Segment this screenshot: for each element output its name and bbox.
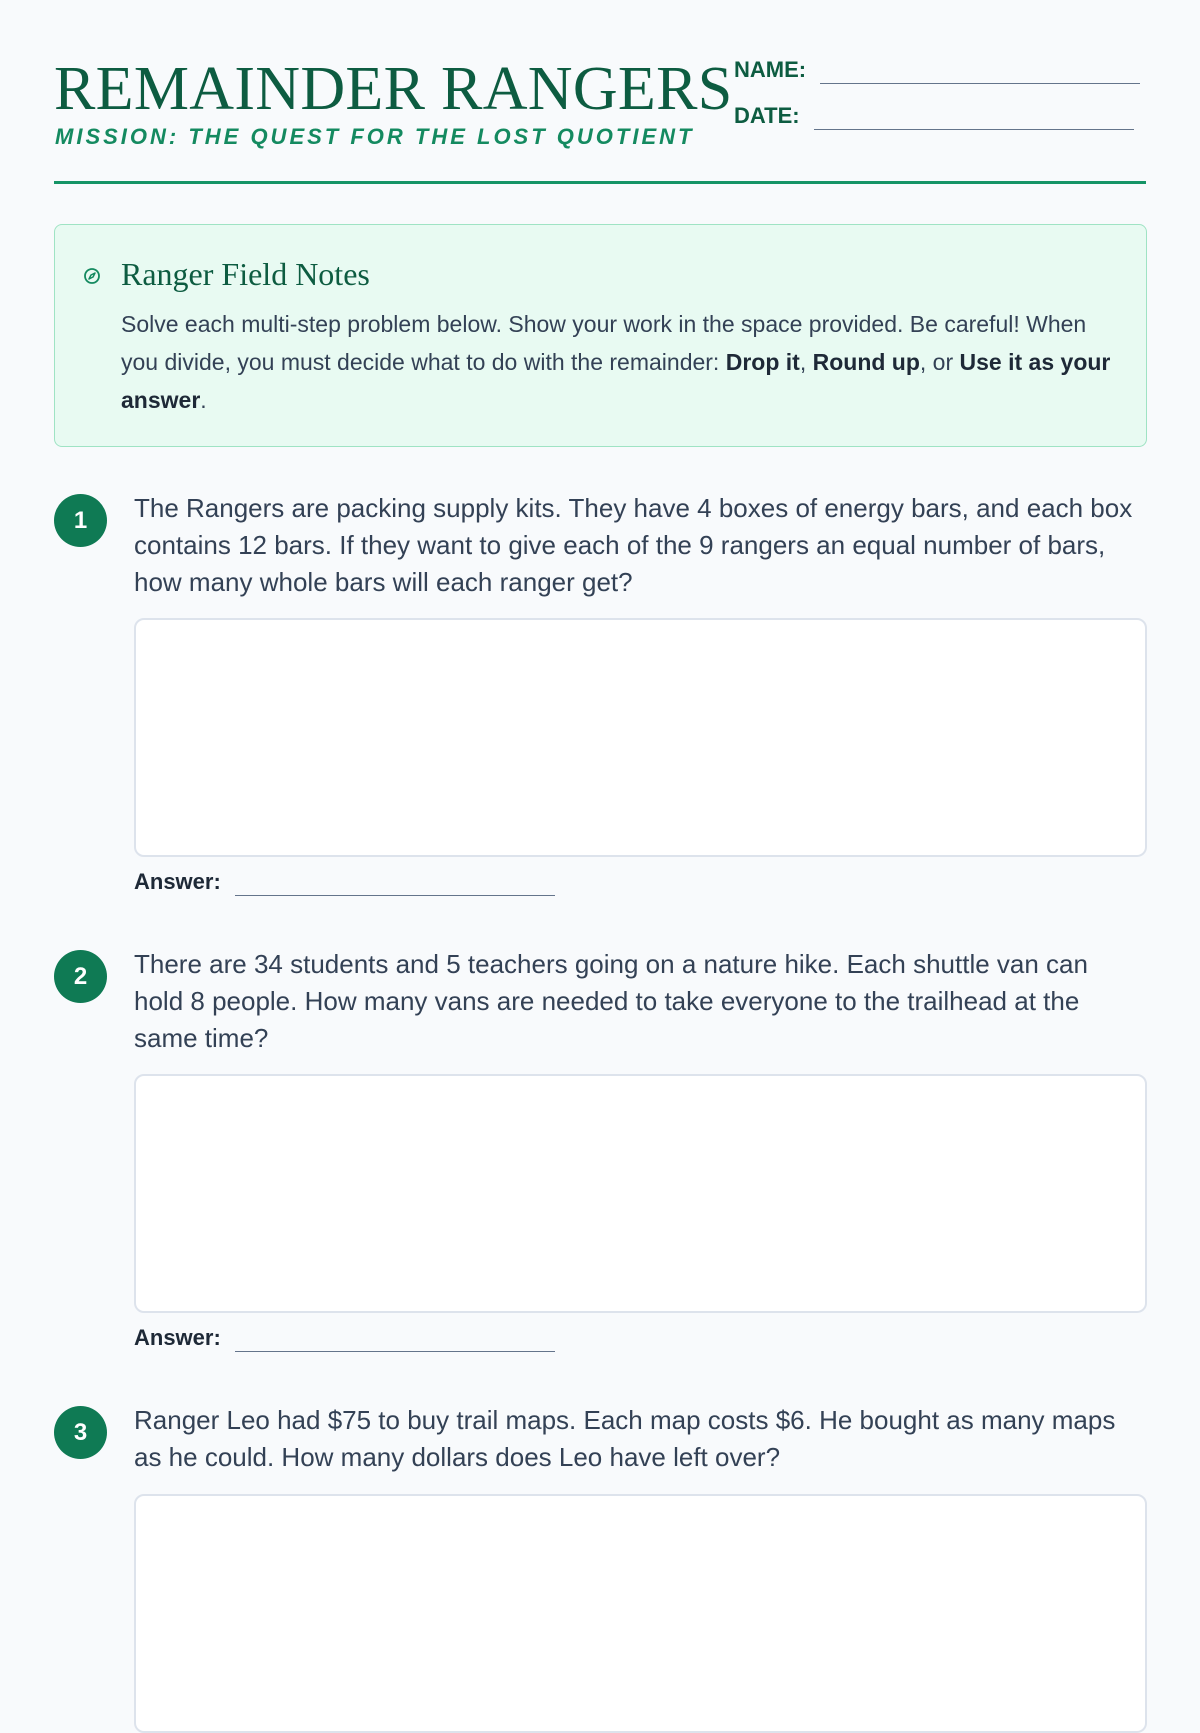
answer-field: [134, 1324, 555, 1352]
notes-intro-text: Solve each multi-step problem below. Show your work in the space provided. Be careful! When you divide, you must decide what to do with the remainder:: [121, 311, 1087, 375]
notes-separator: ,: [799, 349, 813, 375]
date-input-line[interactable]: [814, 104, 1134, 130]
name-input-line[interactable]: [820, 58, 1140, 84]
notes-separator: , or: [919, 349, 960, 375]
work-space-box[interactable]: [134, 1494, 1147, 1733]
name-field: [734, 56, 1140, 84]
answer-label: Answer:: [134, 1325, 221, 1350]
answer-label: Answer:: [134, 869, 221, 894]
worksheet-header: [54, 0, 1146, 184]
notes-end-punctuation: .: [200, 387, 207, 413]
option-use-as-answer: Use it as your answer: [121, 349, 1111, 413]
field-notes-body: [121, 305, 1111, 419]
page-title: REMAINDER RANGERS: [54, 55, 733, 123]
date-label: DATE:: [734, 103, 800, 128]
page-subtitle: MISSION: THE QUEST FOR THE LOST QUOTIENT: [55, 124, 695, 149]
answer-input-line[interactable]: [235, 1326, 555, 1352]
answer-input-line[interactable]: [235, 870, 555, 896]
problem-question: The Rangers are packing supply kits. They have 4 boxes of energy bars, and each box contains 12 bars. If they want to give each of the 9 rangers an equal number of bars, how many whole bars will each ranger get?: [134, 493, 1133, 597]
answer-field: [134, 868, 555, 896]
problem-number-badge: 2: [54, 950, 107, 1003]
work-space-box[interactable]: [134, 618, 1147, 857]
field-notes-heading: Ranger Field Notes: [121, 256, 370, 292]
problem-question: Ranger Leo had $75 to buy trail maps. Each map costs $6. He bought as many maps as he could. How many dollars does Leo have left over?: [134, 1405, 1116, 1472]
date-field: [734, 102, 1134, 130]
work-space-box[interactable]: [134, 1074, 1147, 1313]
problem-question: There are 34 students and 5 teachers going on a nature hike. Each shuttle van can hold 8 people. How many vans are needed to take everyone to the trailhead at the same time?: [134, 949, 1088, 1053]
compass-icon: [83, 267, 101, 285]
name-label: NAME:: [734, 57, 807, 82]
field-notes-box: [54, 224, 1147, 447]
problem-number-badge: 1: [54, 494, 107, 547]
option-round-up: Round up: [812, 349, 920, 375]
problem-number-badge: 3: [54, 1406, 107, 1459]
option-drop-it: Drop it: [725, 349, 800, 375]
